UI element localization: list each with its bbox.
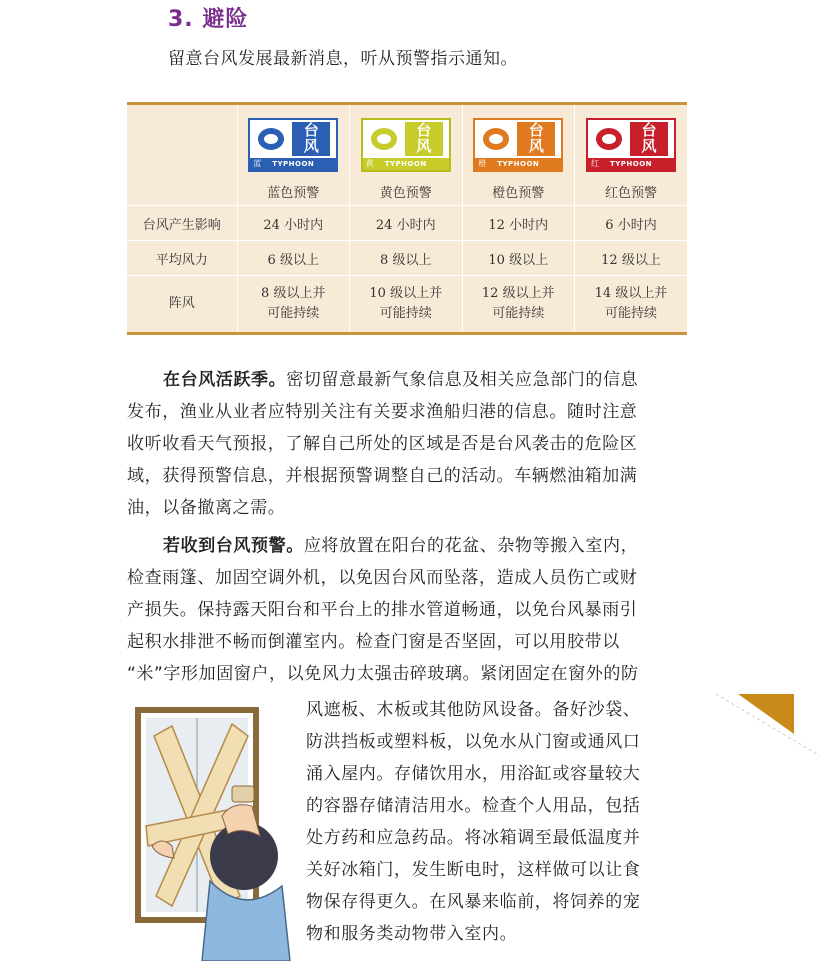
table-cell: 12 级以上并 可能持续 (462, 276, 575, 334)
typhoon-orange-signal-icon: 台 风 橙 TYPHOON (473, 118, 563, 172)
sign-cell-blue (237, 104, 350, 206)
table-cell: 10 级以上并 可能持续 (350, 276, 463, 334)
paragraph-lead: 若收到台风预警。 (163, 536, 304, 556)
table-row (127, 241, 687, 276)
typhoon-yellow-signal-icon: 台 风 黄 TYPHOON (361, 118, 451, 172)
sign-label-red: 红色预警 (604, 185, 657, 201)
sign-cell-orange (462, 104, 575, 206)
section-title: 3. 避险 (168, 7, 249, 32)
table-cell: 8 级以上并 可能持续 (237, 276, 350, 334)
table-cell: 6 小时内 (575, 206, 688, 241)
table-cell: 24 小时内 (237, 206, 350, 241)
table-row (127, 206, 687, 241)
sign-label-yellow: 黄色预警 (379, 185, 432, 201)
typhoon-warning-table (127, 102, 687, 335)
window-boarding-illustration (132, 706, 297, 961)
table-cell: 10 级以上 (462, 241, 575, 276)
paragraph-lead: 在台风活跃季。 (163, 370, 287, 390)
paragraph-active-season: 在台风活跃季。密切留意最新气象信息及相关应急部门的信息 发布，渔业从业者应特别关注有关要求渔船归港的信息。随时注意 收听收看天气预报，了解自己所处的区域是否是台风袭击的危险区 域，获得预警信息，并根据预警调整自己的活动。车辆燃油箱加满 油，以备撤离之需。 (127, 370, 639, 518)
table-row-signs (127, 104, 687, 206)
table-cell: 12 小时内 (462, 206, 575, 241)
typhoon-red-signal-icon: 台 风 红 TYPHOON (586, 118, 676, 172)
row-header: 阵风 (127, 276, 237, 334)
table-cell: 6 级以上 (237, 241, 350, 276)
sign-label-blue: 蓝色预警 (267, 185, 320, 201)
sign-label-orange: 橙色预警 (492, 185, 545, 201)
table-row (127, 276, 687, 334)
table-cell: 24 小时内 (350, 206, 463, 241)
table-cell: 14 级以上并 可能持续 (594, 286, 668, 321)
page-corner-tab-icon (712, 690, 828, 760)
paragraph-warning-received: 若收到台风预警。应将放置在阳台的花盆、杂物等搬入室内， 检查雨篷、加固空调外机，以免因台风而坠落，造成人员伤亡或财 产损失。保持露天阳台和平台上的排水管道畅通，以免台风暴雨引 起积水排泄不畅而倒灌室内。检查门窗是否坚固，可以用胶带以 “米”字形加固窗户，以免风力太强击碎玻璃。紧闭固定在窗外的防 (127, 536, 639, 684)
row-header: 台风产生影响 (127, 206, 237, 241)
table-cell: 12 级以上 (575, 241, 688, 276)
intro-text: 留意台风发展最新消息，听从预警指示通知。 (168, 49, 518, 69)
table-cell: 8 级以上 (350, 241, 463, 276)
sign-cell-yellow (350, 104, 463, 206)
sign-cell-red (575, 104, 688, 206)
row-header: 平均风力 (127, 241, 237, 276)
table-corner-cell (127, 104, 237, 206)
typhoon-blue-signal-icon: 台 风 蓝 TYPHOON (248, 118, 338, 172)
paragraph-continued: 风遮板、木板或其他防风设备。备好沙袋、 防洪挡板或塑料板，以免水从门窗或通风口 涌入屋内。存储饮用水，用浴缸或容量较大 的容器存储清洁用水。检查个人用品，包括 处方药和应急药品。将冰箱调至最低温度并 关好冰箱门，发生断电时，这样做可以让食 物保存得更久。在风暴来临前，将饲养的宠 物和服务类动物带入室内。 (306, 700, 641, 944)
